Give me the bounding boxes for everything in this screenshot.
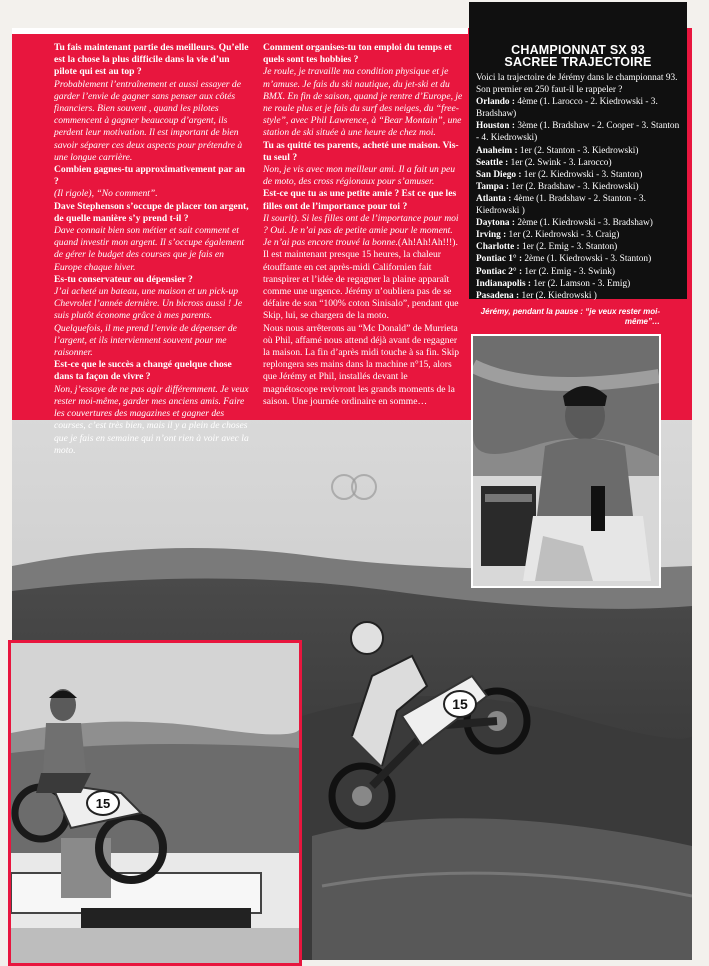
result-row <box>476 217 682 229</box>
bike-number-label: 15 <box>452 696 468 712</box>
bike-number-label: 15 <box>95 796 111 811</box>
race-result: 2ème (1. Kiedrowski - 3. Bradshaw) <box>515 218 653 229</box>
race-name: Orlando : <box>476 97 515 108</box>
answer: Probablement l’entraînement et aussi essayer de garder l’envie de gagner sans penser aux côtés financiers. Bien souvent , quand les pilotes commencent à gagner beaucoup d’argent, ils perdent leur motivation. Il est important de bien savoir séparer ces deux aspects pour prétendre à une longue carrière. <box>54 78 243 163</box>
answer: Dave connait bien son métier et sait comment et quand investir mon argent. Il s’occupe également de gérer le budget des courses que je fais en Europe chaque hiver. <box>54 225 245 273</box>
race-result: 1er (2. Bradshaw - 3. Kiedrowski) <box>508 181 639 192</box>
result-row <box>476 145 682 157</box>
race-result: 1er (2. Kiedrowski - 3. Stanton) <box>521 169 643 180</box>
sidebar-intro: Voici la trajectoire de Jérémy dans le championnat 93. Son premier en 250 faut-il le rappeler ? <box>476 73 678 96</box>
result-row <box>476 169 682 181</box>
race-result: 2ème (1. Kiedrowski - 3. Stanton) <box>522 254 652 265</box>
question: Es-tu conservateur ou dépensier ? <box>54 273 193 285</box>
race-result: 1er (2. Stanton - 3. Kiedrowski) <box>517 145 639 156</box>
photo-caption: Jérémy, pendant la pause : “je veux rester moi-même”… <box>480 307 660 326</box>
sidebar-title <box>469 44 687 68</box>
race-result: 3ème (1. Bradshaw - 2. Cooper - 3. Stanton - 4. Kiedrowski) <box>476 121 680 144</box>
result-row <box>476 241 682 253</box>
answer-text: Il sourit). Si les filles ont de l’importance pour moi ? Oui. Je n’ai pas de petite amie pour le moment. Je n’ai pas encore trouvé la bonne. <box>263 212 459 249</box>
result-row <box>476 157 682 169</box>
race-result: 1er (2. Kiedrowski - 3. Craig) <box>506 230 620 241</box>
race-name: Indianapolis : <box>476 278 532 289</box>
result-row <box>476 290 682 302</box>
results-sidebar <box>469 2 687 299</box>
answer: Non, je vis avec mon meilleur ami. Il a fait un peu de moto, des cross régionaux pour s’amuser. <box>263 164 456 188</box>
race-result: 1er (2. Lamson - 3. Emig) <box>531 278 631 289</box>
result-row <box>476 278 682 290</box>
answer: Je roule, je travaille ma condition physique et je m’amuse. Je fais du ski nautique, du jet-ski et du BMX. En fin de saison, quand je rentre d’Europe, je ne roule plus et je fais du surf des neiges, du “free-style”, avec Phil Lawrence, à “Bear Montain”, une station de ski située à une heure de chez moi. <box>263 66 463 139</box>
question: Est-ce que le succès a changé quelque chose dans ta façon de vivre ? <box>54 359 232 383</box>
sidebar-title-line-1: CHAMPIONNAT SX 93 <box>511 43 645 57</box>
race-name: Atlanta : <box>476 193 512 204</box>
race-result: 1er (2. Emig - 3. Swink) <box>522 266 616 277</box>
sidebar-title-line-2: SACREE TRAJECTOIRE <box>504 55 652 69</box>
result-row <box>476 120 682 144</box>
result-row <box>476 253 682 265</box>
race-name: Seattle : <box>476 157 509 168</box>
top-divider <box>12 28 468 34</box>
race-name: Anaheim : <box>476 145 518 156</box>
question: Comment organises-tu ton emploi du temps et quels sont tes hobbies ? <box>263 42 452 66</box>
question: Tu as quitté tes parents, acheté une maison. Vis-tu seul ? <box>263 139 459 163</box>
race-result: 1er (2. Swink - 3. Larocco) <box>508 157 612 168</box>
race-name: Daytona : <box>476 218 515 229</box>
race-result: 4ème (1. Bradshaw - 2. Stanton - 3. Kiedrowski ) <box>476 193 646 217</box>
result-row <box>476 181 682 193</box>
race-name: San Diego : <box>476 169 522 180</box>
question: Est-ce que tu as une petite amie ? Est ce que les filles ont de l’importance pour toi ? <box>263 188 457 212</box>
question: Dave Stephenson s’occupe de placer ton argent, de quelle manière s’y prend t-il ? <box>54 200 249 224</box>
interview-column-1 <box>54 42 252 457</box>
result-row <box>476 266 682 278</box>
answer-laugh: (Ah!Ah!Ah!!!). <box>397 237 458 249</box>
rider-portrait-photo <box>471 334 661 588</box>
race-name: Pontiac 1° : <box>476 254 523 265</box>
race-result: 1er (2. Emig - 3. Stanton) <box>519 242 618 253</box>
narrative-paragraph: Il est maintenant presque 15 heures, la chaleur étouffante en cet après-midi Californien fait transpirer et l’idée de regagner la plaine apparaît comme une urgence. Jérémy n’oubliera pas de se défaire de son “100% coton Sinisalo”, pendant que Skip, lui, se chargera de la moto. <box>263 249 459 322</box>
race-name: Charlotte : <box>476 242 520 253</box>
race-name: Houston : <box>476 121 516 132</box>
answer: J’ai acheté un bateau, une maison et un pick-up Chevrolet l’année dernière. Un bicross aussi ! Je suis plutôt économe grâce à mes parents. Quelquefois, il me prend l’envie de dépenser de l’argent, et ils interviennent souvent pour me raisonner. <box>54 286 243 359</box>
result-row <box>476 96 682 120</box>
interview-column-2 <box>263 42 463 408</box>
question: Combien gagnes-tu approximativement par an ? <box>54 164 245 188</box>
watermark-logo <box>330 470 378 504</box>
truck-bike-photo <box>8 640 302 966</box>
sidebar-body <box>476 72 682 302</box>
race-name: Pontiac 2° : <box>476 266 523 277</box>
result-row <box>476 229 682 241</box>
race-result: 1er (2. Kiedrowski ) <box>519 290 597 301</box>
answer: Non, j’essaye de ne pas agir différemment. Je veux rester moi-même, garder mes anciens amis. Faire les couvertures des magazines et gagner des courses, c’est très bien, mais il y a plein de choses que je fais en semaine qui n’ont rien à voir avec la moto. <box>54 383 249 456</box>
race-name: Irving : <box>476 230 507 241</box>
race-name: Tampa : <box>476 181 509 192</box>
answer <box>263 213 463 250</box>
race-name: Pasadena : <box>476 290 520 301</box>
question: Tu fais maintenant partie des meilleurs. Qu’elle est la chose la plus difficile dans la vie d’un pilote qui est au top ? <box>54 42 249 78</box>
answer: (Il rigole), “No comment”. <box>54 188 158 200</box>
race-result: 4ème (1. Larocco - 2. Kiedrowski - 3. Bradshaw) <box>476 97 658 120</box>
narrative-paragraph: Nous nous arrêterons au “Mc Donald” de Murrieta où Phil, affamé nous attend déjà avant de regagner la maison. La fin d’après midi touche à sa fin. Skip replongera ses mains dans la machine n°15, alors que Jérémy et Phil, installés devant le magnétoscope revivront les grands moments de la saison. Une journée ordinaire en somme… <box>263 322 460 407</box>
result-row <box>476 193 682 217</box>
